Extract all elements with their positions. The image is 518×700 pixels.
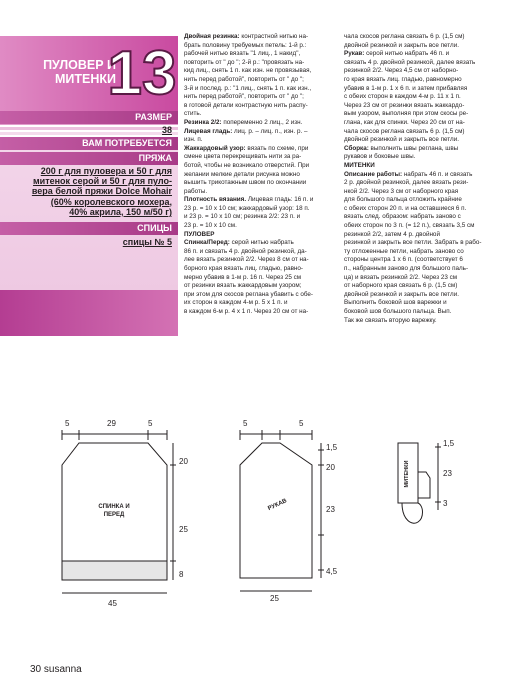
col1-line: брать половину требуемых петель: 1-й р.:	[184, 41, 307, 49]
col1-line: Спинка/Перед: серой нитью набрать	[184, 239, 294, 247]
col2-line: боковой шов большого пальца. Вып.	[344, 308, 452, 315]
col1-line: Жаккардовый узор: вязать по схеме, при	[184, 144, 309, 152]
col1-line: кид лиц., снять 1 п. как изн. не провязывая,	[184, 67, 312, 75]
magazine-brand: susanna	[43, 664, 82, 675]
col2-line: чала скосов реглана связать 6 р. (1,5 см)	[344, 33, 465, 40]
col2-line: Выполнить боковой шов варежки и	[344, 299, 447, 307]
mitten-right-bot: 3	[443, 499, 448, 508]
back-bottom: 45	[108, 599, 117, 608]
sleeve-bottom: 25	[270, 594, 279, 603]
page-number: 30	[30, 664, 42, 675]
page-footer	[30, 664, 82, 675]
col2-line: для большого пальца отложить крайние	[344, 196, 462, 204]
col2-line: вязать след. образом: набрать заново с	[344, 213, 461, 221]
col1-line: желании мелкие детали рисунка можно	[184, 170, 300, 178]
col2-line: связать 4 р. двойной резинкой, далее вязать	[344, 58, 476, 66]
pattern-number: 13	[107, 39, 177, 108]
col2-line: Рукав: серой нитью набрать 46 п. и	[344, 50, 450, 58]
back-label-1: СПИНКА И	[98, 504, 130, 510]
needs-heading: ВАМ ПОТРЕБУЕТСЯ	[0, 137, 178, 150]
col2-line: чала скосов реглана связать 6 р. (1,5 см)	[344, 127, 465, 135]
col2-line: вым узором, выполняя при этом скосы ре-	[344, 110, 469, 118]
col1-line: ПУЛОВЕР	[184, 230, 215, 238]
back-top-left: 5	[65, 419, 70, 428]
col2-line: двойной резинкой и закрыть все петли.	[344, 41, 459, 49]
col2-line: с обеих сторон в каждом 4-м р. 11 х 1 п.	[344, 93, 461, 101]
col1-line: стить.	[184, 110, 202, 118]
col2-line: стороны центра 1 х 6 п. (соответствует 6	[344, 256, 463, 264]
needles-heading: СПИЦЫ	[0, 222, 178, 235]
col2-line: резинкой 2/2. Через 4,5 см от наборно-	[344, 67, 459, 75]
col1-line: Двойная резинка: контрастной нитью на-	[184, 33, 309, 40]
col2-line: убавив в 1-м р. 1 х 6 п. и затем прибавляя	[344, 84, 468, 92]
col2-line: Описание работы: набрать 46 п. и связать	[344, 170, 473, 178]
col2-line: 2 р. двойной резинкой, далее вязать рези-	[344, 179, 469, 187]
size-heading: РАЗМЕР	[0, 111, 178, 124]
yarn-heading: ПРЯЖА	[0, 152, 178, 165]
col1-line: мерно убавив в 1-м р. 16 п. Через 25 см	[184, 273, 302, 281]
pattern-title	[12, 58, 116, 86]
mitten-right-top: 1,5	[443, 439, 455, 448]
instructions-column-2	[344, 33, 496, 325]
mitten-right-mid: 23	[443, 469, 452, 478]
col2-line: двойной резинкой и закрыть все петли.	[344, 136, 459, 144]
col2-line: обеих сторон по 3 п. (= 12 п.), связать 3,5 см	[344, 222, 475, 230]
col2-line: Так же связать вторую варежку.	[344, 316, 437, 324]
col1-line: вышить трикотажным швом по окончании	[184, 179, 307, 187]
sleeve-right-bot: 4,5	[326, 567, 338, 576]
schematics	[0, 410, 518, 630]
sleeve-right-top: 1,5	[326, 443, 338, 452]
size-value: 38	[161, 125, 172, 135]
back-right-mid: 25	[179, 525, 188, 534]
col2-line: Сборка: выполнить швы реглана, швы	[344, 144, 459, 152]
col1-line: ботой, чтобы не возникало отверстий. При	[184, 161, 310, 169]
col2-line: резинкой 2/2, затем 4 р. двойной	[344, 230, 440, 238]
col2-line: п., набранным заново для большого паль-	[344, 265, 469, 273]
col2-line: Через 23 см от резинки вязать жаккардо-	[344, 101, 465, 109]
back-top-right: 5	[148, 419, 153, 428]
col2-line: ца) и вязать резинкой 2/2. Через 23 см	[344, 273, 458, 281]
col2-line: от наборного края связать 6 р. (1,5 см)	[344, 282, 458, 290]
col1-line: нить перед работой", повторить от " до ";	[184, 75, 304, 83]
col2-line: МИТЕНКИ	[344, 161, 375, 169]
back-right-top: 20	[179, 457, 188, 466]
col2-line: с обеих сторон 20 п. и на оставшиеся 6 п.	[344, 204, 467, 212]
instructions-column-1	[184, 33, 335, 317]
sleeve-right-mid1: 20	[326, 463, 335, 472]
col1-line: 86 п. и связать 4 р. двойной резинкой, да-	[184, 247, 307, 255]
col1-line: Лицевая гладь: лиц. р. – лиц. п., изн. р. –	[184, 127, 308, 135]
col1-line: 3-й и послед. р.: "1 лиц., снять 1 п. как изн.,	[184, 84, 312, 92]
col1-line: в каждом 6-м р. 4 х 1 п. Через 20 см от на-	[184, 308, 309, 315]
sleeve-top-left: 5	[243, 419, 248, 428]
back-label-2: ПЕРЕД	[103, 512, 125, 518]
back-right-bot: 8	[179, 570, 184, 579]
col2-line: резинкой и закрыть все петли. Забрать в рабо-	[344, 239, 482, 247]
needles-value: спицы № 5	[122, 237, 172, 247]
col1-line: их сторон в каждом 4-м р. 5 х 1 п. и	[184, 299, 288, 307]
sleeve-schematic	[240, 430, 324, 591]
col1-line: рабочей нитью вязать "1 лиц., 1 накид",	[184, 50, 301, 58]
col2-line: глана, как для спинки. Через 20 см от на-	[344, 118, 465, 126]
pattern-title-line1: ПУЛОВЕР И	[43, 58, 116, 72]
sleeve-right-mid2: 23	[326, 505, 335, 514]
sidebar-footer-band	[0, 290, 178, 336]
col1-line: 23 р. = 10 х 10 см; жаккардовый узор: 18 п.	[184, 204, 310, 212]
sleeve-label: РУКАВ	[267, 498, 288, 513]
info-sidebar	[0, 0, 178, 336]
col1-line: Плотность вязания. Лицевая гладь: 16 п. и	[184, 196, 314, 204]
pattern-number-badge	[107, 39, 177, 108]
yarn-description: 200 г для пуловера и 50 г для митенок серой и 50 г для пуло- вера белой пряжи Dolce Mohair (60% королевского мохера, 40% акрила, 150 м/50 г)	[31, 166, 172, 217]
col1-line: 23 р. = 10 х 10 см.	[184, 222, 237, 230]
sleeve-top-right: 5	[299, 419, 304, 428]
mitten-label: МИТЕНКИ	[404, 460, 410, 488]
col1-line: в готовой детали контрастную нить распу-	[184, 101, 308, 109]
col1-line: изн. п.	[184, 136, 203, 144]
col1-line: от резинки вязать жаккардовым узором;	[184, 282, 302, 290]
col1-line: повторить от " до "; 2-й р.: "провязать на-	[184, 58, 305, 66]
col2-line: го края вязать лиц. гладью, равномерно	[344, 75, 462, 83]
pattern-title-line2: МИТЕНКИ	[54, 72, 116, 86]
col1-line: лее вязать резинкой 2/2. Через 8 см от на-	[184, 256, 309, 264]
back-top-mid: 29	[107, 419, 116, 428]
col1-line: смене цвета перекрещивать нити за ра-	[184, 153, 302, 161]
col1-line: и 23 р. = 10 х 10 см; резинка 2/2: 23 п. и	[184, 213, 301, 221]
col1-line: нить перед работой", повторить от " до ";	[184, 93, 304, 101]
col2-line: нкой 2/2. Через 3 см от наборного края	[344, 187, 459, 195]
col1-line: работы.	[184, 187, 208, 195]
col2-line: двойной резинкой и закрыть все петли.	[344, 290, 459, 298]
col1-line: борного края вязать лиц. гладью, равно-	[184, 265, 304, 273]
col2-line: ту отложенные петли, набрать заново со	[344, 247, 464, 255]
col2-line: рукавов и боковые швы.	[344, 153, 416, 161]
col1-line: Резинка 2/2: попеременно 2 лиц., 2 изн.	[184, 118, 303, 126]
col1-line: при этом для скосов реглана убавить с обе-	[184, 290, 314, 298]
